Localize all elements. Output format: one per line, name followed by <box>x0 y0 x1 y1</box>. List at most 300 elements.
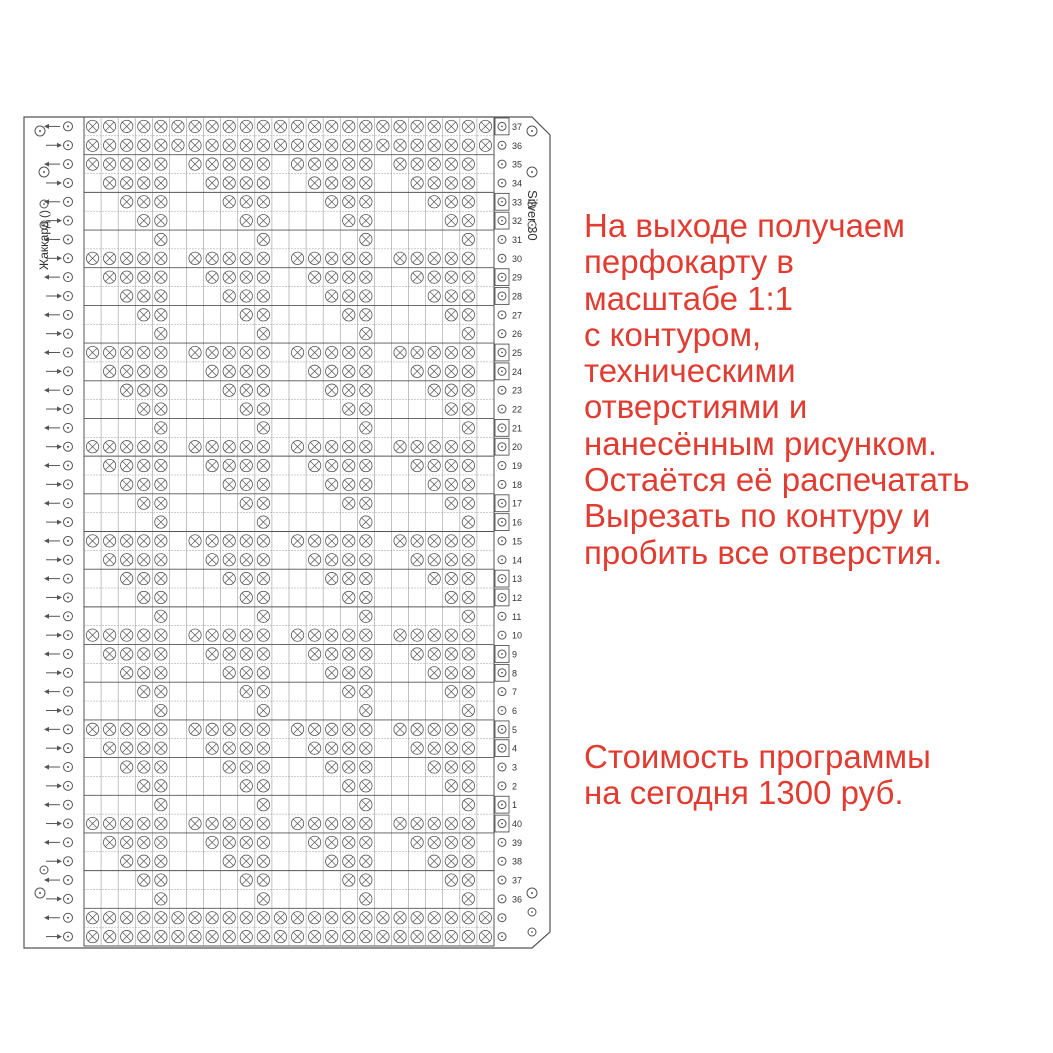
stitch-mark <box>411 836 423 848</box>
left-hole-dot <box>67 276 69 278</box>
stitch-mark <box>462 629 474 641</box>
stitch-mark <box>121 478 133 490</box>
stitch-mark <box>326 648 338 660</box>
stitch-mark <box>155 196 167 208</box>
stitch-mark <box>445 629 457 641</box>
arrow-right-icon <box>57 482 62 487</box>
stitch-mark <box>343 874 355 886</box>
stitch-mark <box>138 648 150 660</box>
left-hole-dot <box>67 860 69 862</box>
stitch-mark <box>445 572 457 584</box>
stitch-mark <box>462 271 474 283</box>
stitch-mark <box>138 384 150 396</box>
stitch-mark <box>360 874 372 886</box>
left-hole-dot <box>67 182 69 184</box>
stitch-mark <box>257 214 269 226</box>
stitch-mark <box>121 459 133 471</box>
stitch-mark <box>240 346 252 358</box>
stitch-mark <box>462 535 474 547</box>
stitch-mark <box>155 591 167 603</box>
stitch-mark <box>257 704 269 716</box>
arrow-left-icon <box>44 425 49 430</box>
stitch-mark <box>360 610 372 622</box>
right-hole-dot <box>501 144 503 146</box>
corner-hole-dot <box>39 892 41 894</box>
stitch-mark <box>155 516 167 528</box>
stitch-mark <box>360 704 372 716</box>
stitch-mark <box>257 610 269 622</box>
stitch-mark <box>326 761 338 773</box>
left-hole-dot <box>67 596 69 598</box>
row-number: 12 <box>512 592 523 603</box>
stitch-mark <box>326 346 338 358</box>
stitch-mark <box>206 271 218 283</box>
stitch-mark <box>103 120 115 132</box>
stitch-mark <box>411 441 423 453</box>
stitch-mark <box>138 158 150 170</box>
stitch-mark <box>291 629 303 641</box>
stitch-mark <box>155 893 167 905</box>
stitch-mark <box>445 365 457 377</box>
stitch-mark <box>445 196 457 208</box>
stitch-mark <box>138 855 150 867</box>
stitch-mark <box>257 930 269 942</box>
stitch-mark <box>103 365 115 377</box>
stitch-mark <box>223 836 235 848</box>
left-hole-dot <box>67 634 69 636</box>
row-number: 15 <box>512 536 523 547</box>
stitch-mark <box>240 874 252 886</box>
stitch-mark <box>428 158 440 170</box>
stitch-mark <box>291 912 303 924</box>
stitch-mark <box>360 309 372 321</box>
stitch-mark <box>257 761 269 773</box>
stitch-mark <box>411 554 423 566</box>
stitch-mark <box>343 591 355 603</box>
stitch-mark <box>257 648 269 660</box>
stitch-mark <box>428 346 440 358</box>
stitch-mark <box>343 120 355 132</box>
stitch-mark <box>121 667 133 679</box>
stitch-mark <box>462 874 474 886</box>
right-hole-dot <box>501 126 503 128</box>
stitch-mark <box>462 346 474 358</box>
stitch-mark <box>445 667 457 679</box>
stitch-mark <box>257 233 269 245</box>
row-number: 40 <box>512 819 523 830</box>
stitch-mark <box>428 271 440 283</box>
stitch-mark <box>138 554 150 566</box>
stitch-mark <box>257 855 269 867</box>
stitch-mark <box>308 648 320 660</box>
stitch-mark <box>326 572 338 584</box>
arrow-right-icon <box>57 369 62 374</box>
stitch-mark <box>86 629 98 641</box>
stitch-mark <box>257 158 269 170</box>
stitch-mark <box>240 441 252 453</box>
stitch-mark <box>462 912 474 924</box>
stitch-mark <box>428 723 440 735</box>
right-hole-dot <box>501 710 503 712</box>
stitch-mark <box>103 817 115 829</box>
row-number: 28 <box>512 291 523 302</box>
stitch-mark <box>326 158 338 170</box>
left-hole-dot <box>67 804 69 806</box>
stitch-mark <box>223 158 235 170</box>
stitch-mark <box>360 346 372 358</box>
stitch-mark <box>223 761 235 773</box>
row-number: 5 <box>512 724 518 735</box>
stitch-mark <box>172 912 184 924</box>
stitch-mark <box>462 742 474 754</box>
promo-description-line: Остаётся её распечатать <box>584 461 970 499</box>
stitch-mark <box>257 328 269 340</box>
stitch-mark <box>428 855 440 867</box>
stitch-mark <box>240 365 252 377</box>
stitch-mark <box>428 742 440 754</box>
stitch-mark <box>240 214 252 226</box>
stitch-mark <box>462 252 474 264</box>
left-hole-dot <box>67 295 69 297</box>
stitch-mark <box>377 912 389 924</box>
stitch-mark <box>223 535 235 547</box>
stitch-mark <box>360 290 372 302</box>
stitch-mark <box>445 648 457 660</box>
stitch-mark <box>240 478 252 490</box>
stitch-mark <box>326 535 338 547</box>
stitch-mark <box>326 290 338 302</box>
stitch-mark <box>462 723 474 735</box>
stitch-mark <box>240 855 252 867</box>
arrow-right-icon <box>57 143 62 148</box>
arrow-left-icon <box>44 727 49 732</box>
stitch-mark <box>103 271 115 283</box>
stitch-mark <box>155 120 167 132</box>
stitch-mark <box>155 328 167 340</box>
extra-hole-dot <box>531 911 533 913</box>
stitch-mark <box>223 723 235 735</box>
corner-hole-dot <box>531 130 533 132</box>
stitch-mark <box>428 120 440 132</box>
left-hole-dot <box>67 709 69 711</box>
stitch-mark <box>257 685 269 697</box>
left-hole-dot <box>67 502 69 504</box>
stitch-mark <box>428 572 440 584</box>
right-hole-dot <box>501 841 503 843</box>
row-number: 22 <box>512 404 523 415</box>
stitch-mark <box>360 497 372 509</box>
stitch-mark <box>206 441 218 453</box>
left-hole-dot <box>67 314 69 316</box>
stitch-mark <box>377 930 389 942</box>
stitch-mark <box>445 912 457 924</box>
stitch-mark <box>121 346 133 358</box>
stitch-mark <box>343 290 355 302</box>
stitch-mark <box>462 139 474 151</box>
stitch-mark <box>155 836 167 848</box>
row-number: 27 <box>512 310 523 321</box>
stitch-mark <box>360 384 372 396</box>
stitch-mark <box>462 422 474 434</box>
arrow-right-icon <box>57 934 62 939</box>
stitch-mark <box>343 497 355 509</box>
stitch-mark <box>223 120 235 132</box>
stitch-mark <box>428 817 440 829</box>
stitch-mark <box>103 629 115 641</box>
stitch-mark <box>155 761 167 773</box>
stitch-mark <box>462 233 474 245</box>
stitch-mark <box>411 723 423 735</box>
right-hole-dot <box>501 879 503 881</box>
stitch-mark <box>343 478 355 490</box>
stitch-mark <box>445 685 457 697</box>
stitch-mark <box>155 497 167 509</box>
stitch-mark <box>291 346 303 358</box>
stitch-mark <box>138 139 150 151</box>
row-number: 11 <box>512 611 522 622</box>
right-hole-dot <box>501 766 503 768</box>
stitch-mark <box>138 667 150 679</box>
stitch-mark <box>445 346 457 358</box>
stitch-mark <box>155 271 167 283</box>
stitch-mark <box>240 290 252 302</box>
left-hole-dot <box>67 521 69 523</box>
promo-description <box>584 208 970 571</box>
row-number: 17 <box>512 498 523 509</box>
arrow-right-icon <box>57 256 62 261</box>
stitch-mark <box>223 855 235 867</box>
arrow-left-icon <box>44 162 49 167</box>
row-number: 29 <box>512 272 523 283</box>
stitch-mark <box>138 535 150 547</box>
stitch-mark <box>326 667 338 679</box>
stitch-mark <box>155 799 167 811</box>
right-hole-dot <box>501 691 503 693</box>
stitch-mark <box>240 629 252 641</box>
arrow-right-icon <box>57 293 62 298</box>
stitch-mark <box>240 120 252 132</box>
left-hole-dot <box>67 672 69 674</box>
stitch-mark <box>257 120 269 132</box>
stitch-mark <box>291 930 303 942</box>
promo-description-line: перфокарту в <box>584 243 794 281</box>
stitch-mark <box>411 930 423 942</box>
stitch-mark <box>240 591 252 603</box>
stitch-mark <box>445 930 457 942</box>
row-number: 24 <box>512 366 523 377</box>
stitch-mark <box>411 365 423 377</box>
stitch-mark <box>445 855 457 867</box>
stitch-mark <box>445 271 457 283</box>
right-hole-dot <box>501 182 503 184</box>
stitch-mark <box>343 554 355 566</box>
promo-description-line: масштабе 1:1 <box>584 279 794 317</box>
row-number: 36 <box>512 140 523 151</box>
arrow-left-icon <box>44 651 49 656</box>
stitch-mark <box>308 177 320 189</box>
stitch-mark <box>223 554 235 566</box>
promo-description-line: Вырезать по контуру и <box>584 497 931 535</box>
arrow-right-icon <box>57 821 62 826</box>
stitch-mark <box>411 271 423 283</box>
row-number: 31 <box>512 234 523 245</box>
arrow-left-icon <box>44 689 49 694</box>
stitch-mark <box>462 177 474 189</box>
stitch-mark <box>343 535 355 547</box>
stitch-mark <box>343 139 355 151</box>
arrow-left-icon <box>44 840 49 845</box>
card-border <box>24 117 550 948</box>
stitch-mark <box>360 535 372 547</box>
stitch-mark <box>257 874 269 886</box>
row-number: 37 <box>512 121 523 132</box>
stitch-mark <box>121 742 133 754</box>
right-hole-dot <box>501 502 503 504</box>
stitch-mark <box>189 252 201 264</box>
stitch-mark <box>462 516 474 528</box>
stitch-mark <box>155 610 167 622</box>
left-hole-dot <box>67 465 69 467</box>
corner-hole-dot <box>39 130 41 132</box>
stitch-mark <box>462 554 474 566</box>
stitch-mark <box>445 459 457 471</box>
stitch-mark <box>411 252 423 264</box>
stitch-mark <box>360 648 372 660</box>
stitch-mark <box>462 836 474 848</box>
row-number: 8 <box>512 668 518 679</box>
stitch-mark <box>257 478 269 490</box>
right-hole-dot <box>501 257 503 259</box>
stitch-mark <box>462 290 474 302</box>
stitch-mark <box>121 158 133 170</box>
arrow-right-icon <box>57 896 62 901</box>
stitch-mark <box>428 384 440 396</box>
stitch-mark <box>257 667 269 679</box>
stitch-mark <box>411 912 423 924</box>
stitch-mark <box>411 120 423 132</box>
stitch-mark <box>257 441 269 453</box>
stitch-mark <box>121 120 133 132</box>
pattern-label: Жаккард () <box>37 209 51 270</box>
stitch-mark <box>326 271 338 283</box>
stitch-mark <box>360 403 372 415</box>
stitch-mark <box>394 723 406 735</box>
stitch-mark <box>326 629 338 641</box>
row-number: 37 <box>512 875 523 886</box>
stitch-mark <box>462 685 474 697</box>
arrow-left-icon <box>44 576 49 581</box>
stitch-mark <box>121 535 133 547</box>
stitch-mark <box>155 290 167 302</box>
stitch-mark <box>462 930 474 942</box>
stitch-mark <box>155 346 167 358</box>
stitch-mark <box>257 535 269 547</box>
left-hole-dot <box>67 691 69 693</box>
arrow-left-icon <box>44 802 49 807</box>
right-hole-dot <box>501 634 503 636</box>
stitch-mark <box>445 441 457 453</box>
left-hole-dot <box>67 540 69 542</box>
stitch-mark <box>445 384 457 396</box>
stitch-mark <box>86 346 98 358</box>
stitch-mark <box>428 478 440 490</box>
stitch-mark <box>189 817 201 829</box>
stitch-mark <box>308 930 320 942</box>
stitch-mark <box>223 648 235 660</box>
stitch-mark <box>86 158 98 170</box>
stitch-mark <box>308 158 320 170</box>
stitch-mark <box>308 836 320 848</box>
right-hole-dot <box>501 276 503 278</box>
stitch-mark <box>206 817 218 829</box>
promo-description-line: На выходе получаем <box>584 207 905 244</box>
stitch-mark <box>291 158 303 170</box>
stitch-mark <box>462 478 474 490</box>
stitch-mark <box>86 912 98 924</box>
stitch-mark <box>343 723 355 735</box>
arrow-right-icon <box>57 595 62 600</box>
stitch-mark <box>445 836 457 848</box>
stitch-mark <box>189 930 201 942</box>
stitch-mark <box>240 497 252 509</box>
stitch-mark <box>411 346 423 358</box>
stitch-mark <box>360 572 372 584</box>
stitch-mark <box>308 459 320 471</box>
stitch-mark <box>138 874 150 886</box>
stitch-mark <box>445 761 457 773</box>
stitch-mark <box>138 478 150 490</box>
stitch-mark <box>308 139 320 151</box>
right-hole-dot <box>501 672 503 674</box>
stitch-mark <box>343 365 355 377</box>
stitch-mark <box>86 252 98 264</box>
stitch-mark <box>138 591 150 603</box>
stitch-mark <box>326 930 338 942</box>
stitch-mark <box>428 441 440 453</box>
right-hole-dot <box>501 314 503 316</box>
stitch-mark <box>462 196 474 208</box>
row-number: 1 <box>512 800 518 811</box>
promo-description-line: нанесённым рисунком. <box>584 424 938 462</box>
stitch-mark <box>138 214 150 226</box>
row-number: 39 <box>512 837 523 848</box>
stitch-mark <box>360 629 372 641</box>
stitch-mark <box>445 403 457 415</box>
stitch-mark <box>445 120 457 132</box>
stitch-mark <box>121 761 133 773</box>
stitch-mark <box>360 365 372 377</box>
stitch-mark <box>155 723 167 735</box>
stitch-mark <box>172 139 184 151</box>
stitch-mark <box>257 742 269 754</box>
stitch-mark <box>86 139 98 151</box>
stitch-mark <box>360 328 372 340</box>
stitch-mark <box>138 836 150 848</box>
stitch-mark <box>121 139 133 151</box>
stitch-mark <box>274 930 286 942</box>
stitch-mark <box>121 554 133 566</box>
right-hole-dot <box>501 860 503 862</box>
stitch-mark <box>360 441 372 453</box>
row-number: 38 <box>512 856 523 867</box>
stitch-mark <box>240 761 252 773</box>
stitch-mark <box>257 516 269 528</box>
stitch-mark <box>206 365 218 377</box>
stitch-mark <box>326 912 338 924</box>
stitch-mark <box>445 309 457 321</box>
stitch-mark <box>155 629 167 641</box>
stitch-mark <box>428 836 440 848</box>
